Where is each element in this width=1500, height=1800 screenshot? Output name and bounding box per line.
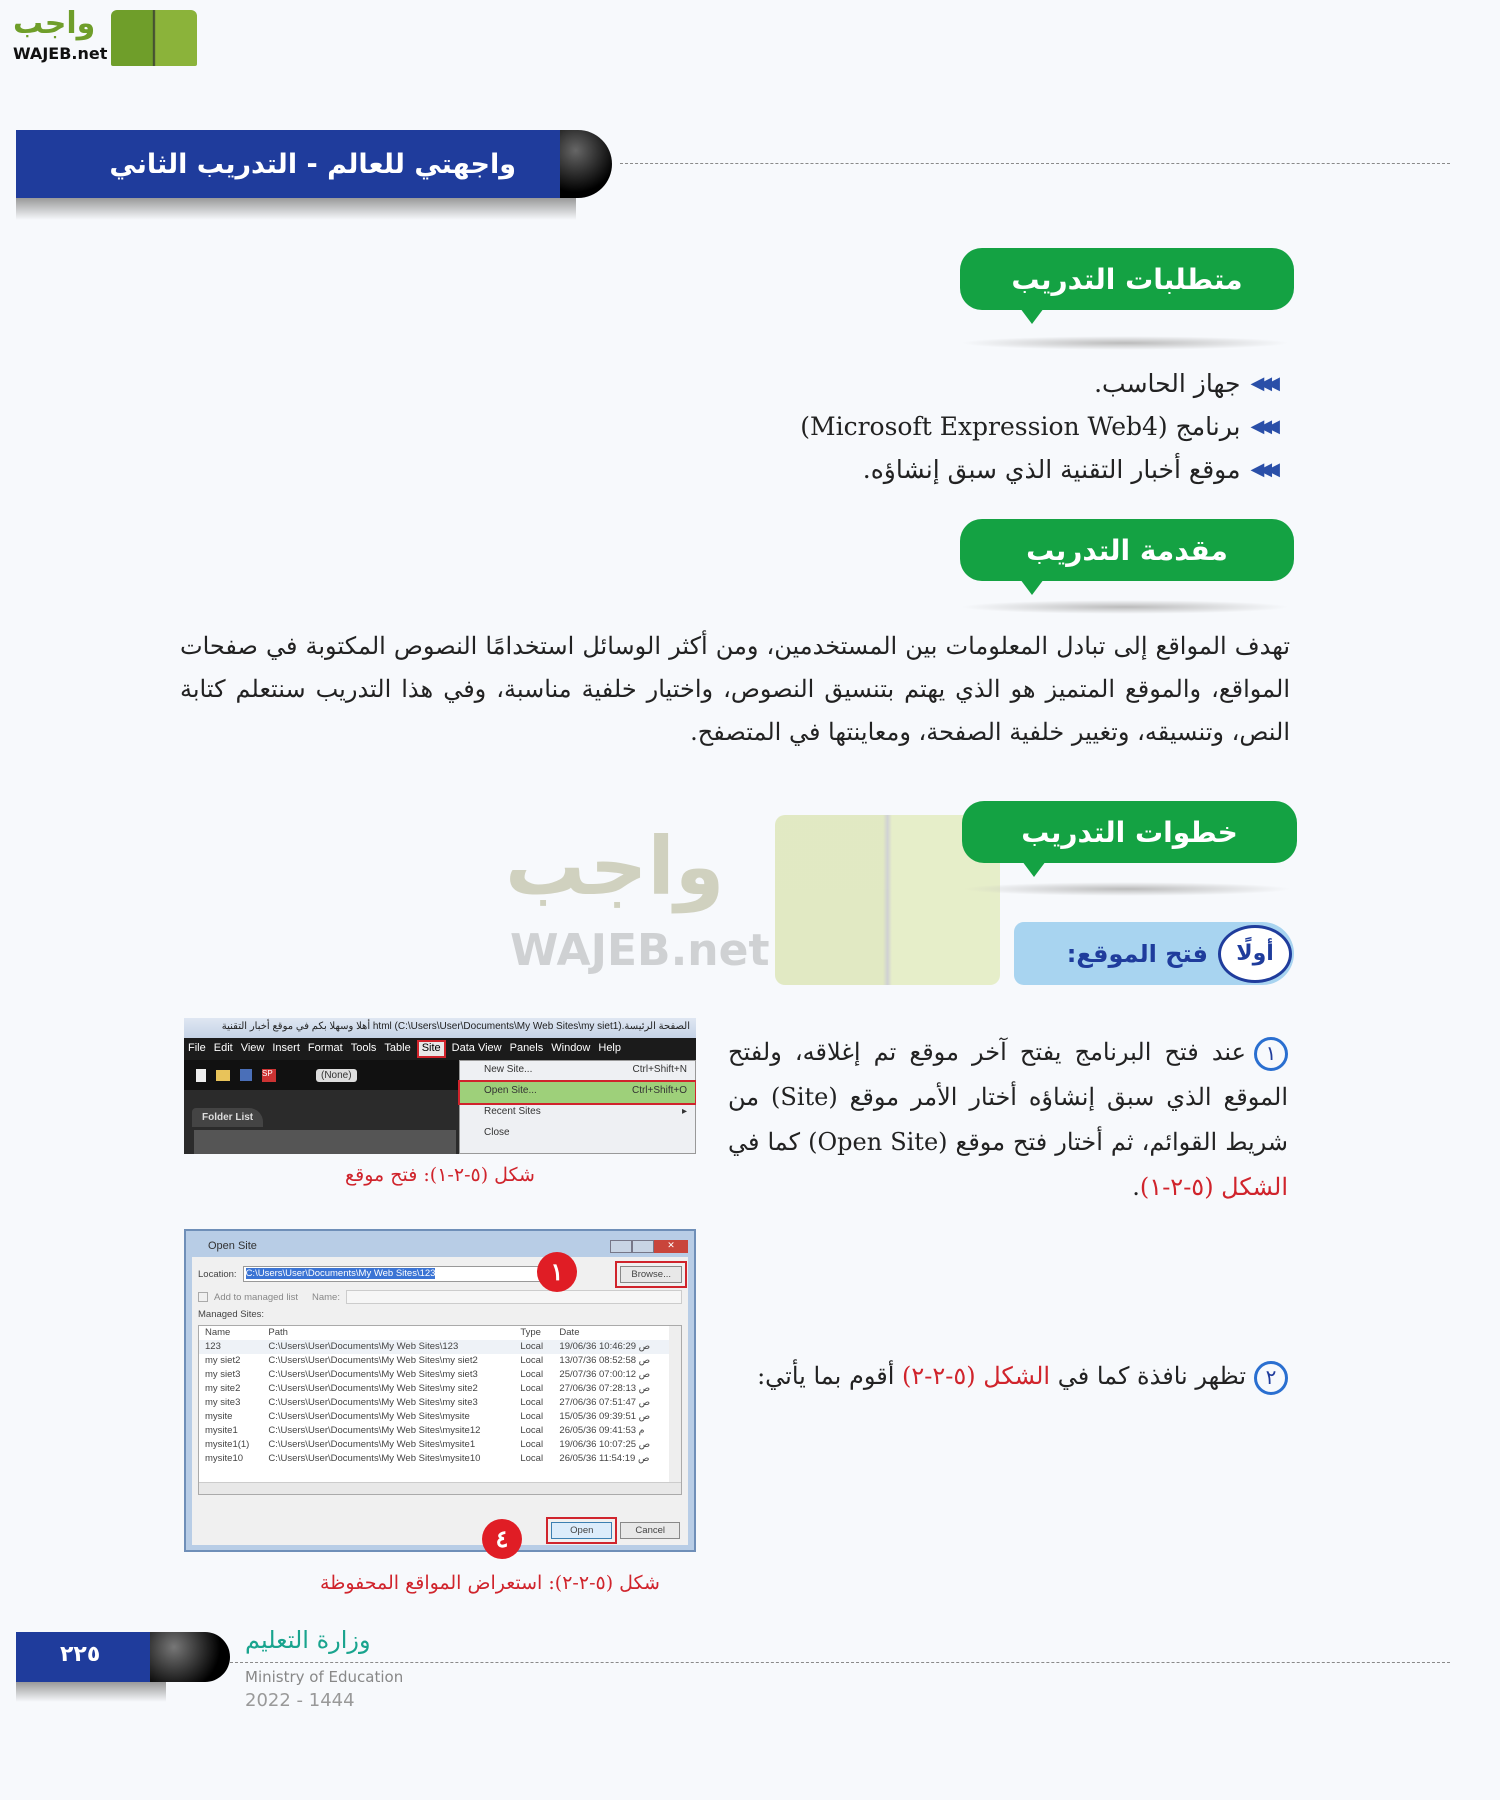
location-label: Location: <box>198 1268 237 1280</box>
page-title: واجهتي للعالم - التدريب الثاني <box>109 148 516 180</box>
table-cell: C:\Users\User\Documents\My Web Sites\my site2 <box>268 1383 478 1394</box>
menu-item-recent-sites[interactable]: Recent Sites ▸ <box>484 1106 687 1117</box>
table-row[interactable] <box>199 1340 669 1354</box>
table-cell: Local <box>520 1397 544 1408</box>
horizontal-scrollbar[interactable] <box>199 1482 681 1494</box>
arrow-bullet-icon: ◀◀◀ <box>1250 416 1274 437</box>
pill-tail <box>1020 308 1044 324</box>
maximize-icon[interactable] <box>632 1240 654 1253</box>
menu-item-close[interactable]: Close <box>484 1127 510 1138</box>
menu-view[interactable]: View <box>240 1042 265 1054</box>
footer-cap <box>150 1632 230 1682</box>
logo-latin: WAJEB.net <box>13 44 108 63</box>
table-cell: 27/06/36 07:51:47 ص <box>559 1397 651 1408</box>
table-cell: my siet3 <box>205 1369 241 1380</box>
location-input[interactable]: C:\Users\User\Documents\My Web Sites\123 <box>243 1266 563 1282</box>
header-banner <box>16 130 576 198</box>
open-icon[interactable] <box>216 1070 230 1081</box>
table-cell: 13/07/36 08:52:58 ص <box>559 1355 651 1366</box>
table-cell: Local <box>520 1439 544 1450</box>
callout-badge-1: ١ <box>537 1252 577 1292</box>
table-row[interactable] <box>199 1396 669 1410</box>
section-open-site <box>1014 922 1294 985</box>
list-item: ◀◀◀ موقع أخبار التقنية الذي سبق إنشاؤه. <box>862 455 1274 484</box>
table-cell: 19/06/36 10:07:25 ص <box>559 1439 651 1450</box>
menu-tools[interactable]: Tools <box>350 1042 377 1054</box>
minimize-icon[interactable] <box>610 1240 632 1253</box>
table-cell: C:\Users\User\Documents\My Web Sites\mysite10 <box>268 1453 481 1464</box>
logo-arabic: واجب <box>13 6 96 41</box>
table-cell: Local <box>520 1341 544 1352</box>
menu-panels[interactable]: Panels <box>509 1042 544 1054</box>
table-cell: C:\Users\User\Documents\My Web Sites\mysite <box>268 1411 470 1422</box>
footer-divider <box>230 1662 1450 1663</box>
table-cell: C:\Users\User\Documents\My Web Sites\mysite12 <box>268 1425 481 1436</box>
table-cell: mysite <box>205 1411 233 1422</box>
table-cell: C:\Users\User\Documents\My Web Sites\my site3 <box>268 1397 478 1408</box>
logo-book-icon <box>111 10 197 66</box>
table-cell: 26/05/36 11:54:19 ص <box>559 1453 650 1464</box>
table-cell: mysite1 <box>205 1425 238 1436</box>
table-cell: mysite1(1) <box>205 1439 250 1450</box>
table-cell: Local <box>520 1453 544 1464</box>
managed-sites-label: Managed Sites: <box>198 1309 265 1320</box>
table-cell: Local <box>520 1425 544 1436</box>
figure-link[interactable]: الشكل (٥-٢-٢) <box>902 1362 1051 1390</box>
table-row[interactable] <box>199 1354 669 1368</box>
pill-tail <box>1022 861 1046 877</box>
list-item: ◀◀◀ جهاز الحاسب. <box>1094 369 1274 398</box>
requirements-list <box>574 362 1274 491</box>
wajeb-logo <box>11 6 191 66</box>
table-cell: C:\Users\User\Documents\My Web Sites\my siet2 <box>268 1355 478 1366</box>
table-cell: 123 <box>205 1341 221 1352</box>
name-label: Name: <box>311 1291 340 1303</box>
figure-2-caption: شكل (٥-٢-٢): استعراض المواقع المحفوظة <box>320 1572 660 1594</box>
managed-sites-table <box>198 1325 682 1495</box>
menu-site[interactable]: Site <box>419 1042 444 1056</box>
table-cell: 15/05/36 09:39:51 ص <box>559 1411 651 1422</box>
table-cell: my site3 <box>205 1397 241 1408</box>
name-input[interactable] <box>346 1290 682 1304</box>
column-name[interactable]: Name <box>205 1327 231 1338</box>
arrow-bullet-icon: ◀◀◀ <box>1250 459 1274 480</box>
step-number: ٢ <box>1254 1361 1288 1395</box>
table-row[interactable] <box>199 1452 669 1466</box>
page-number: ٢٢٥ <box>60 1642 101 1667</box>
table-cell: my site2 <box>205 1383 241 1394</box>
menu-edit[interactable]: Edit <box>213 1042 233 1054</box>
pill-shadow <box>960 336 1290 350</box>
ministry-arabic: وزارة التعليم <box>245 1626 371 1654</box>
table-cell: mysite10 <box>205 1453 244 1464</box>
new-page-icon[interactable] <box>196 1069 206 1082</box>
table-cell: 25/07/36 07:00:12 ص <box>559 1369 651 1380</box>
browse-button[interactable]: Browse... <box>620 1266 682 1283</box>
column-date[interactable]: Date <box>559 1327 580 1338</box>
table-cell: Local <box>520 1355 544 1366</box>
table-cell: C:\Users\User\Documents\My Web Sites\123 <box>268 1341 459 1352</box>
open-button[interactable]: Open <box>551 1522 612 1539</box>
arrow-bullet-icon: ◀◀◀ <box>1250 373 1274 394</box>
footer-shadow <box>16 1682 166 1702</box>
intro-paragraph: تهدف المواقع إلى تبادل المعلومات بين المستخدمين، ومن أكثر الوسائل استخدامًا النصوص المكتوبة في صفحات المواقع، والموقع المتميز هو الذي يهتم بتنسيق النصوص، واختيار خلفية مناسبة، وفي هذا التدريب سنتعلم كتابة النص، وتنسيقه، وتغيير خلفية الصفحة، ومعاينتها في المتصفح. <box>180 632 1290 746</box>
steps-heading: خطوات التدريب <box>962 801 1297 863</box>
menu-item-new-site[interactable]: New Site... Ctrl+Shift+N <box>484 1064 687 1075</box>
table-row[interactable] <box>199 1382 669 1396</box>
menu-help[interactable]: Help <box>598 1042 621 1054</box>
window-controls <box>610 1240 688 1253</box>
window-title: الصفحة الرئيسة.html (C:\Users\User\Documents\My Web Sites\my siet1) أهلا وسهلا بكم في موقع أخبار التقنية <box>184 1018 696 1038</box>
cancel-button[interactable]: Cancel <box>620 1522 680 1539</box>
section-title: فتح الموقع: <box>1066 939 1208 968</box>
menu-window[interactable]: Window <box>551 1042 591 1054</box>
menu-data-view[interactable]: Data View <box>451 1042 502 1054</box>
section-label: أولًا <box>1218 925 1292 983</box>
site-menu <box>459 1060 696 1154</box>
pill-shadow <box>962 882 1292 896</box>
add-managed-label: Add to managed list <box>214 1291 298 1303</box>
list-item: ◀◀◀ برنامج (Microsoft Expression Web4) <box>800 412 1274 441</box>
table-cell: 27/06/36 07:28:13 ص <box>559 1383 651 1394</box>
table-row[interactable] <box>199 1368 669 1382</box>
watermark: واجب WAJEB.net <box>505 815 1005 985</box>
table-row[interactable] <box>199 1424 669 1438</box>
dialog-title: Open Site <box>208 1240 257 1252</box>
figure-1-caption: شكل (٥-٢-١): فتح موقع <box>345 1164 535 1186</box>
table-cell: Local <box>520 1383 544 1394</box>
save-icon[interactable] <box>240 1069 252 1081</box>
pill-tail <box>1020 579 1044 595</box>
step-2: ٢تظهر نافذة كما في الشكل (٥-٢-٢) أقوم بما يأتي: <box>728 1354 1288 1399</box>
table-cell: 19/06/36 10:46:29 ص <box>559 1341 651 1352</box>
callout-badge-4: ٤ <box>482 1519 522 1559</box>
table-cell: C:\Users\User\Documents\My Web Sites\mysite1 <box>268 1439 476 1450</box>
step-number: ١ <box>1254 1037 1288 1071</box>
pill-shadow <box>960 600 1290 614</box>
header-divider <box>620 163 1450 164</box>
step-1: ١عند فتح البرنامج يفتح آخر موقع تم إغلاقه، ولفتح الموقع الذي سبق إنشاؤه أختار الأمر موقع (Site) من شريط القوائم، ثم أختار فتح موقع (Open Site) كما في الشكل (٥-٢-١). <box>728 1038 1289 1201</box>
figure-link[interactable]: الشكل (٥-٢-١) <box>1139 1173 1288 1201</box>
table-cell: Local <box>520 1369 544 1380</box>
menu-table[interactable]: Table <box>384 1042 411 1054</box>
banner-cap <box>560 130 612 198</box>
table-cell: Local <box>520 1411 544 1422</box>
column-type[interactable]: Type <box>520 1327 541 1338</box>
folder-list-tab[interactable]: Folder List <box>192 1108 263 1127</box>
figure-1-screenshot <box>184 1018 696 1154</box>
menu-insert[interactable]: Insert <box>272 1042 300 1054</box>
column-path[interactable]: Path <box>268 1327 288 1338</box>
menu-item-open-site[interactable]: Open Site... Ctrl+Shift+O <box>460 1082 695 1103</box>
ministry-english: Ministry of Education <box>245 1668 404 1686</box>
requirements-heading: متطلبات التدريب <box>960 248 1294 310</box>
close-icon[interactable]: ✕ <box>654 1240 688 1253</box>
menu-format[interactable]: Format <box>307 1042 343 1054</box>
table-cell: my siet2 <box>205 1355 241 1366</box>
table-row[interactable] <box>199 1410 669 1424</box>
banner-shadow <box>16 198 576 220</box>
table-cell: C:\Users\User\Documents\My Web Sites\my siet3 <box>268 1369 478 1380</box>
menu-file[interactable]: File <box>188 1042 206 1054</box>
add-managed-checkbox[interactable] <box>198 1292 208 1302</box>
intro-heading: مقدمة التدريب <box>960 519 1294 581</box>
footer-year: 2022 - 1444 <box>245 1690 355 1711</box>
vertical-scrollbar[interactable] <box>669 1326 681 1482</box>
table-cell: 26/05/36 09:41:53 م <box>559 1425 645 1436</box>
table-row[interactable] <box>199 1438 669 1452</box>
style-select[interactable]: (None) <box>316 1069 357 1082</box>
figure-2-dialog <box>184 1229 696 1552</box>
sharepoint-icon[interactable]: SP <box>262 1069 276 1082</box>
menu-bar <box>184 1038 696 1060</box>
